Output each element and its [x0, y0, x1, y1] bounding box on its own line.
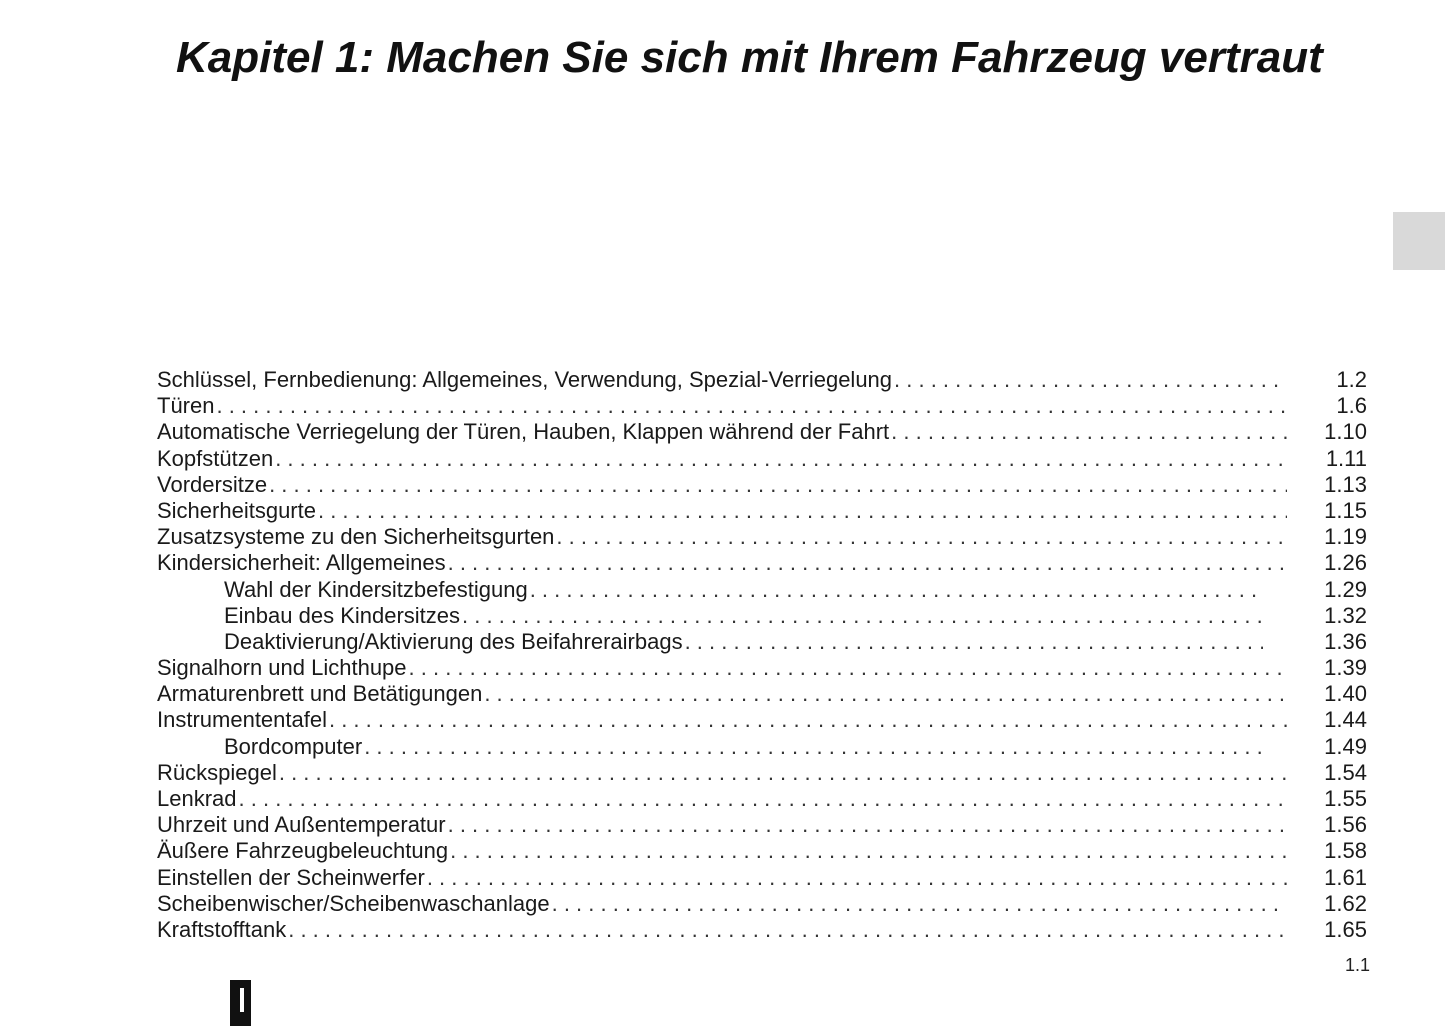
toc-entry[interactable] [157, 865, 1367, 891]
toc-dot-leader [530, 577, 1263, 603]
toc-entry-label: Scheibenwischer/Scheibenwaschanlage [157, 890, 550, 916]
toc-entry[interactable] [157, 498, 1367, 524]
toc-entry[interactable] [157, 786, 1367, 812]
toc-entry-page: 1.26 [1324, 550, 1367, 576]
toc-dot-leader [364, 734, 1263, 760]
toc-entry-page: 1.10 [1324, 419, 1367, 445]
toc-dot-leader [275, 446, 1287, 472]
toc-entry-label: Kopfstützen [157, 445, 274, 471]
toc-entry-page: 1.36 [1324, 628, 1367, 654]
toc-entry-page: 1.15 [1324, 497, 1367, 523]
toc-entry-page: 1.29 [1324, 576, 1367, 602]
toc-dot-leader [269, 472, 1287, 498]
toc-dot-leader [450, 838, 1287, 864]
toc-entry-label: Schlüssel, Fernbedienung: Allgemeines, Verwendung, Spezial-Verriegelung [157, 367, 893, 392]
toc-dot-leader [448, 550, 1287, 576]
toc-entry-label: Vordersitze [157, 471, 268, 497]
toc-entry[interactable] [157, 419, 1367, 445]
toc-dot-leader [329, 707, 1287, 733]
toc-entry-page: 1.58 [1324, 838, 1367, 864]
toc-entry-label: Rückspiegel [157, 759, 277, 785]
chapter-thumb-tab [1393, 212, 1445, 270]
toc-dot-leader [409, 655, 1287, 681]
toc-entry-label: Wahl der Kindersitzbefestigung [224, 576, 528, 602]
toc-subentry[interactable] [157, 629, 1367, 655]
toc-entry[interactable] [157, 838, 1367, 864]
toc-dot-leader [556, 524, 1287, 550]
toc-entry[interactable] [157, 681, 1367, 707]
toc-entry-page: 1.55 [1324, 786, 1367, 811]
toc-entry-label: Kindersicherheit: Allgemeines [157, 550, 446, 576]
toc-entry-page: 1.11 [1325, 445, 1367, 471]
toc-dot-leader [552, 891, 1287, 917]
toc-dot-leader [427, 865, 1287, 891]
toc-dot-leader [216, 393, 1287, 419]
toc-entry-page: 1.6 [1336, 393, 1367, 419]
toc-entry[interactable] [157, 655, 1367, 681]
toc-dot-leader [685, 629, 1263, 655]
toc-entry[interactable] [157, 917, 1367, 943]
toc-entry-page: 1.19 [1324, 524, 1367, 550]
toc-subentry[interactable] [157, 577, 1367, 603]
toc-entry[interactable] [157, 760, 1367, 786]
toc-dot-leader [894, 367, 1287, 393]
toc-entry[interactable] [157, 550, 1367, 576]
toc-dot-leader [318, 498, 1287, 524]
toc-entry[interactable] [157, 393, 1367, 419]
toc-entry-page: 1.54 [1324, 759, 1367, 785]
toc-entry-label: Instrumententafel [157, 707, 327, 733]
toc-entry[interactable] [157, 524, 1367, 550]
toc-entry-label: Sicherheitsgurte [157, 497, 316, 523]
toc-entry[interactable] [157, 891, 1367, 917]
toc-entry-page: 1.13 [1324, 471, 1367, 497]
page-number: 1.1 [1344, 955, 1370, 975]
toc-entry-page: 1.39 [1324, 655, 1367, 681]
page-edge-marker [230, 980, 251, 1026]
toc-entry-label: Bordcomputer [224, 733, 363, 759]
toc-dot-leader [288, 917, 1287, 943]
toc-entry[interactable] [157, 472, 1367, 498]
toc-entry-page: 1.44 [1324, 707, 1367, 733]
toc-subentry[interactable] [157, 734, 1367, 760]
toc-subentry[interactable] [157, 603, 1367, 629]
toc-entry-label: Armaturenbrett und Betätigungen [157, 681, 483, 707]
toc-entry-label: Einbau des Kindersitzes [224, 602, 461, 628]
toc-entry-label: Automatische Verriegelung der Türen, Hauben, Klappen während der Fahrt [157, 419, 890, 445]
toc-entry-label: Einstellen der Scheinwerfer [157, 864, 425, 890]
toc-dot-leader [484, 681, 1287, 707]
toc-entry-page: 1.65 [1324, 916, 1367, 942]
toc-entry[interactable] [157, 707, 1367, 733]
toc-entry[interactable] [157, 367, 1367, 393]
chapter-title: Kapitel 1: Machen Sie sich mit Ihrem Fahrzeug vertraut [176, 33, 1323, 82]
toc-entry[interactable] [157, 446, 1367, 472]
toc-entry-page: 1.61 [1324, 864, 1367, 890]
table-of-contents [157, 367, 1367, 943]
toc-dot-leader [462, 603, 1263, 629]
toc-entry-label: Äußere Fahrzeugbeleuchtung [157, 838, 449, 864]
toc-entry-label: Lenkrad [157, 786, 237, 811]
toc-entry[interactable] [157, 812, 1367, 838]
toc-dot-leader [239, 786, 1287, 812]
toc-entry-label: Kraftstofftank [157, 916, 287, 942]
toc-entry-page: 1.40 [1324, 681, 1367, 707]
toc-entry-page: 1.49 [1324, 733, 1367, 759]
toc-dot-leader [448, 812, 1287, 838]
toc-entry-page: 1.32 [1324, 602, 1367, 628]
toc-entry-page: 1.62 [1324, 890, 1367, 916]
toc-entry-page: 1.56 [1324, 812, 1367, 838]
toc-entry-label: Uhrzeit und Außentemperatur [157, 812, 446, 838]
toc-dot-leader [891, 419, 1287, 445]
toc-entry-label: Zusatzsysteme zu den Sicherheitsgurten [157, 524, 555, 550]
toc-entry-label: Signalhorn und Lichthupe [157, 655, 407, 681]
toc-entry-label: Deaktivierung/Aktivierung des Beifahrerairbags [224, 628, 683, 654]
toc-entry-label: Türen [157, 393, 215, 419]
toc-entry-page: 1.2 [1336, 367, 1367, 392]
toc-dot-leader [279, 760, 1287, 786]
